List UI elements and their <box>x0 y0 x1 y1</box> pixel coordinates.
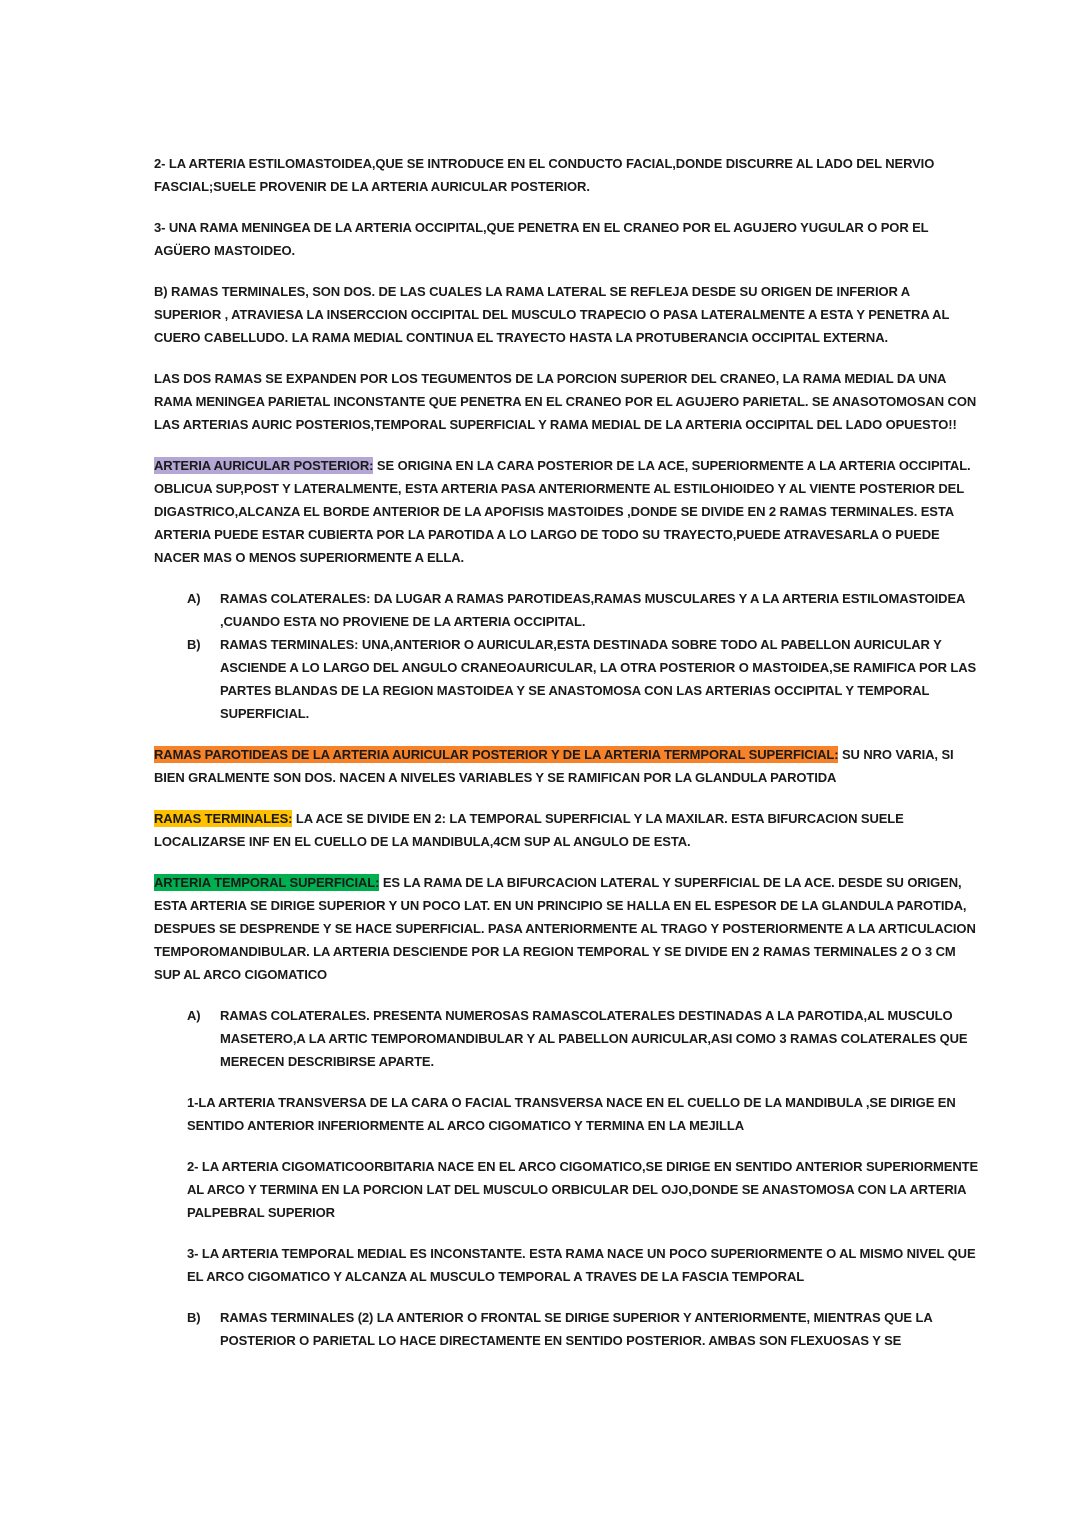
list-item <box>154 587 980 633</box>
sub-paragraph-temporal-medial: 3- LA ARTERIA TEMPORAL MEDIAL ES INCONSTANTE. ESTA RAMA NACE UN POCO SUPERIORMENTE O AL MISMO NIVEL QUE EL ARCO CIGOMATICO Y ALCANZA AL MUSCULO TEMPORAL A TRAVES DE LA FASCIA TEMPORAL <box>187 1246 976 1284</box>
list-marker: B) <box>187 1310 201 1325</box>
section-text: SE ORIGINA EN LA CARA POSTERIOR DE LA ACE, SUPERIORMENTE A LA ARTERIA OCCIPITAL. OBLICUA SUP,POST Y LATERALMENTE, ESTA ARTERIA PASA ANTERIORMENTE AL ESTILOHIOIDEO Y AL VIENTE POSTERIOR DEL DIGASTRICO,ALCANZA EL BORDE ANTERIOR DE LA APOFISIS MASTOIDES ,DONDE SE DIVIDE EN 2 RAMAS TERMINALES. ESTA ARTERIA PUEDE ESTAR CUBIERTA POR LA PAROTIDA A LO LARGO DE TODO SU TRAYECTO,PUEDE ATRAVESARLA O PUEDE NACER MAS O MENOS SUPERIORMENTE A ELLA. <box>154 458 971 565</box>
sub-paragraph-transversa: 1-LA ARTERIA TRANSVERSA DE LA CARA O FACIAL TRANSVERSA NACE EN EL CUELLO DE LA MANDIBULA ,SE DIRIGE EN SENTIDO ANTERIOR INFERIORMENTE AL ARCO CIGOMATICO Y TERMINA EN LA MEJILLA <box>187 1095 956 1133</box>
heading-ramas-parotideas: RAMAS PAROTIDEAS DE LA ARTERIA AURICULAR POSTERIOR Y DE LA ARTERIA TERMPORAL SUPERFICIAL: <box>154 747 839 762</box>
section-text: LA ACE SE DIVIDE EN 2: LA TEMPORAL SUPERFICIAL Y LA MAXILAR. ESTA BIFURCACION SUELE LOCALIZARSE INF EN EL CUELLO DE LA MANDIBULA,4CM SUP AL ANGULO DE ESTA. <box>154 811 904 849</box>
list-item-text: RAMAS TERMINALES (2) LA ANTERIOR O FRONTAL SE DIRIGE SUPERIOR Y ANTERIORMENTE, MIENTRAS QUE LA POSTERIOR O PARIETAL LO HACE DIRECTAMENTE EN SENTIDO POSTERIOR. AMBAS SON FLEXUOSAS Y SE <box>220 1310 933 1348</box>
section-ramas-parotideas <box>154 743 980 789</box>
section-text: ES LA RAMA DE LA BIFURCACION LATERAL Y SUPERFICIAL DE LA ACE. DESDE SU ORIGEN, ESTA ARTERIA SE DIRIGE SUPERIOR Y UN POCO LAT. EN UN PRINCIPIO SE HALLA EN EL ESPESOR DE LA GLANDULA PAROTIDA, DESPUES SE DESPRENDE Y SE HACE SUPERFICIAL. PASA ANTERIORMENTE AL TRAGO Y POSTERIORMENTE A LA ARTICULACION TEMPOROMANDIBULAR. LA ARTERIA DESCIENDE POR LA REGION TEMPORAL Y SE DIVIDE EN 2 RAMAS TERMINALES 2 O 3 CM SUP AL ARCO CIGOMATICO <box>154 875 976 982</box>
section-auricular-posterior <box>154 454 980 569</box>
paragraph-expansion-ramas: LAS DOS RAMAS SE EXPANDEN POR LOS TEGUMENTOS DE LA PORCION SUPERIOR DEL CRANEO, LA RAMA MEDIAL DA UNA RAMA MENINGEA PARIETAL INCONSTANTE QUE PENETRA EN EL CRANEO POR EL AGUJERO PARIETAL. SE ANASOTOMOSAN CON LAS ARTERIAS AURIC POSTERIOS,TEMPORAL SUPERFICIAL Y RAMA MEDIAL DE LA ARTERIA OCCIPITAL DEL LADO OPUESTO!! <box>154 371 977 432</box>
list-temporal-colaterales <box>154 1004 980 1073</box>
sub-paragraph-cigomaticoorbitaria: 2- LA ARTERIA CIGOMATICOORBITARIA NACE EN EL ARCO CIGOMATICO,SE DIRIGE EN SENTIDO ANTERIOR SUPERIORMENTE AL ARCO Y TERMINA EN LA PORCION LAT DEL MUSCULO ORBICULAR DEL OJO,DONDE SE ANASTOMOSA CON LA ARTERIA PALPEBRAL SUPERIOR <box>187 1159 979 1220</box>
list-item <box>154 1004 980 1073</box>
list-item-text: RAMAS TERMINALES: UNA,ANTERIOR O AURICULAR,ESTA DESTINADA SOBRE TODO AL PABELLON AURICULAR Y ASCIENDE A LO LARGO DEL ANGULO CRANEOAURICULAR, LA OTRA POSTERIOR O MASTOIDEA,SE RAMIFICA POR LAS PARTES BLANDAS DE LA REGION MASTOIDEA Y SE ANASTOMOSA CON LAS ARTERIAS OCCIPITAL Y TEMPORAL SUPERFICIAL. <box>220 637 977 721</box>
heading-temporal-superficial: ARTERIA TEMPORAL SUPERFICIAL: <box>154 875 380 890</box>
list-temporal-terminales <box>154 1306 980 1352</box>
paragraph-estilomastoidea: 2- LA ARTERIA ESTILOMASTOIDEA,QUE SE INTRODUCE EN EL CONDUCTO FACIAL,DONDE DISCURRE AL LADO DEL NERVIO FASCIAL;SUELE PROVENIR DE LA ARTERIA AURICULAR POSTERIOR. <box>154 156 935 194</box>
section-ramas-terminales <box>154 807 980 853</box>
list-marker: A) <box>187 1008 201 1023</box>
list-marker: B) <box>187 637 201 652</box>
list-item-text: RAMAS COLATERALES. PRESENTA NUMEROSAS RAMASCOLATERALES DESTINADAS A LA PAROTIDA,AL MUSCULO MASETERO,A LA ARTIC TEMPOROMANDIBULAR Y AL PABELLON AURICULAR,ASI COMO 3 RAMAS COLATERALES QUE MERECEN DESCRIBIRSE APARTE. <box>220 1008 968 1069</box>
list-marker: A) <box>187 591 201 606</box>
paragraph-rama-meningea: 3- UNA RAMA MENINGEA DE LA ARTERIA OCCIPITAL,QUE PENETRA EN EL CRANEO POR EL AGUJERO YUGULAR O POR EL AGÜERO MASTOIDEO. <box>154 220 929 258</box>
list-item <box>154 1306 980 1352</box>
list-item <box>154 633 980 725</box>
section-text: SU NRO VARIA, SI BIEN GRALMENTE SON DOS. NACEN A NIVELES VARIABLES Y SE RAMIFICAN POR LA GLANDULA PAROTIDA <box>154 747 954 785</box>
list-auricular-ramas <box>154 587 980 725</box>
heading-auricular-posterior: ARTERIA AURICULAR POSTERIOR: <box>154 458 374 473</box>
list-item-text: RAMAS COLATERALES: DA LUGAR A RAMAS PAROTIDEAS,RAMAS MUSCULARES Y A LA ARTERIA ESTILOMASTOIDEA ,CUANDO ESTA NO PROVIENE DE LA ARTERIA OCCIPITAL. <box>220 591 965 629</box>
document-page <box>154 152 980 1370</box>
heading-ramas-terminales: RAMAS TERMINALES: <box>154 811 293 826</box>
section-temporal-superficial <box>154 871 980 986</box>
paragraph-ramas-terminales-occipital: B) RAMAS TERMINALES, SON DOS. DE LAS CUALES LA RAMA LATERAL SE REFLEJA DESDE SU ORIGEN DE INFERIOR A SUPERIOR , ATRAVIESA LA INSERCCION OCCIPITAL DEL MUSCULO TRAPECIO O PASA LATERALMENTE A ESTA Y PENETRA AL CUERO CABELLUDO. LA RAMA MEDIAL CONTINUA EL TRAYECTO HASTA LA PROTUBERANCIA OCCIPITAL EXTERNA. <box>154 284 950 345</box>
